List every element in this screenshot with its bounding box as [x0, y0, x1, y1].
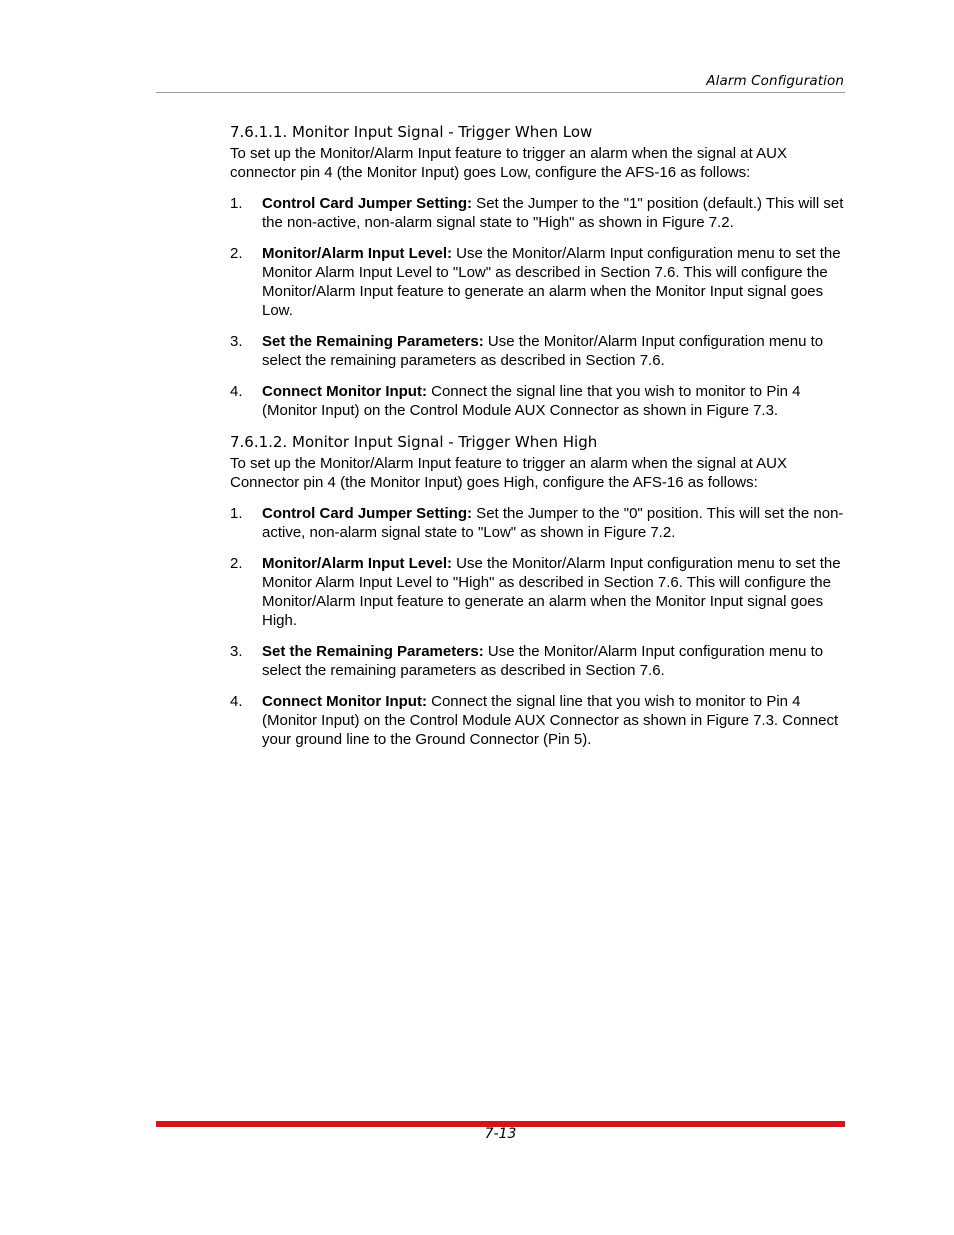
section-intro: To set up the Monitor/Alarm Input feature to trigger an alarm when the signal at AUX connector pin 4 (the Monitor Input) goes Low, configure the AFS-16 as follows: — [230, 145, 787, 181]
list-item — [230, 642, 845, 680]
section-heading: 7.6.1.2. Monitor Input Signal - Trigger When High — [230, 433, 598, 451]
step-text: Connect the signal line that you wish to monitor to Pin 4 (Monitor Input) on the Control Module AUX Connector as shown in Figure 7.3. Connect your ground line to the Ground Connector (Pin 5). — [262, 693, 839, 748]
step-number: 4. — [230, 383, 243, 400]
step-lead: Set the Remaining Parameters: — [262, 643, 484, 660]
list-item — [230, 194, 845, 232]
step-list — [230, 194, 845, 420]
step-body — [262, 692, 845, 749]
step-number: 1. — [230, 505, 243, 522]
section-trigger-when-high — [230, 432, 845, 749]
step-lead: Monitor/Alarm Input Level: — [262, 245, 453, 262]
step-number: 3. — [230, 333, 243, 350]
step-text: Use the Monitor/Alarm Input configuration menu to select the remaining parameters as described in Section 7.6. — [262, 643, 824, 679]
step-body — [262, 382, 845, 420]
step-body — [262, 504, 845, 542]
step-body — [262, 642, 845, 680]
step-lead: Connect Monitor Input: — [262, 693, 427, 710]
step-text: Use the Monitor/Alarm Input configuration menu to set the Monitor Alarm Input Level to "High" as described in Section 7.6. This will configure the Monitor/Alarm Input feature to generate an alarm when the Monitor Input signal goes High. — [262, 555, 841, 629]
document-body — [230, 122, 845, 761]
step-body — [262, 554, 845, 630]
step-number: 2. — [230, 245, 243, 262]
step-list — [230, 504, 845, 749]
list-item — [230, 504, 845, 542]
step-lead: Monitor/Alarm Input Level: — [262, 555, 453, 572]
step-body — [262, 332, 845, 370]
step-number: 1. — [230, 195, 243, 212]
step-text: Connect the signal line that you wish to monitor to Pin 4 (Monitor Input) on the Control Module AUX Connector as shown in Figure 7.3. — [262, 383, 801, 419]
step-lead: Control Card Jumper Setting: — [262, 505, 473, 522]
running-header-title: Alarm Configuration — [706, 73, 844, 89]
list-item — [230, 554, 845, 630]
list-item — [230, 692, 845, 749]
step-lead: Connect Monitor Input: — [262, 383, 427, 400]
step-body — [262, 244, 845, 320]
list-item — [230, 332, 845, 370]
step-text: Use the Monitor/Alarm Input configuration menu to select the remaining parameters as described in Section 7.6. — [262, 333, 824, 369]
step-text: Use the Monitor/Alarm Input configuration menu to set the Monitor Alarm Input Level to "Low" as described in Section 7.6. This will configure the Monitor/Alarm Input feature to generate an alarm when the Monitor Input signal goes Low. — [262, 245, 841, 319]
list-item — [230, 382, 845, 420]
page-number: 7-13 — [484, 1126, 517, 1142]
list-item — [230, 244, 845, 320]
step-number: 3. — [230, 643, 243, 660]
header-rule — [156, 92, 845, 93]
section-heading: 7.6.1.1. Monitor Input Signal - Trigger When Low — [230, 123, 593, 141]
step-number: 2. — [230, 555, 243, 572]
step-body — [262, 194, 845, 232]
step-number: 4. — [230, 693, 243, 710]
step-lead: Control Card Jumper Setting: — [262, 195, 473, 212]
section-intro: To set up the Monitor/Alarm Input feature to trigger an alarm when the signal at AUX Connector pin 4 (the Monitor Input) goes High, configure the AFS-16 as follows: — [230, 455, 787, 491]
step-text: Set the Jumper to the "1" position (default.) This will set the non-active, non-alarm signal state to "High" as shown in Figure 7.2. — [262, 195, 844, 231]
step-lead: Set the Remaining Parameters: — [262, 333, 484, 350]
section-trigger-when-low — [230, 122, 845, 420]
step-text: Set the Jumper to the "0" position. This will set the non-active, non-alarm signal state to "Low" as shown in Figure 7.2. — [262, 505, 844, 541]
